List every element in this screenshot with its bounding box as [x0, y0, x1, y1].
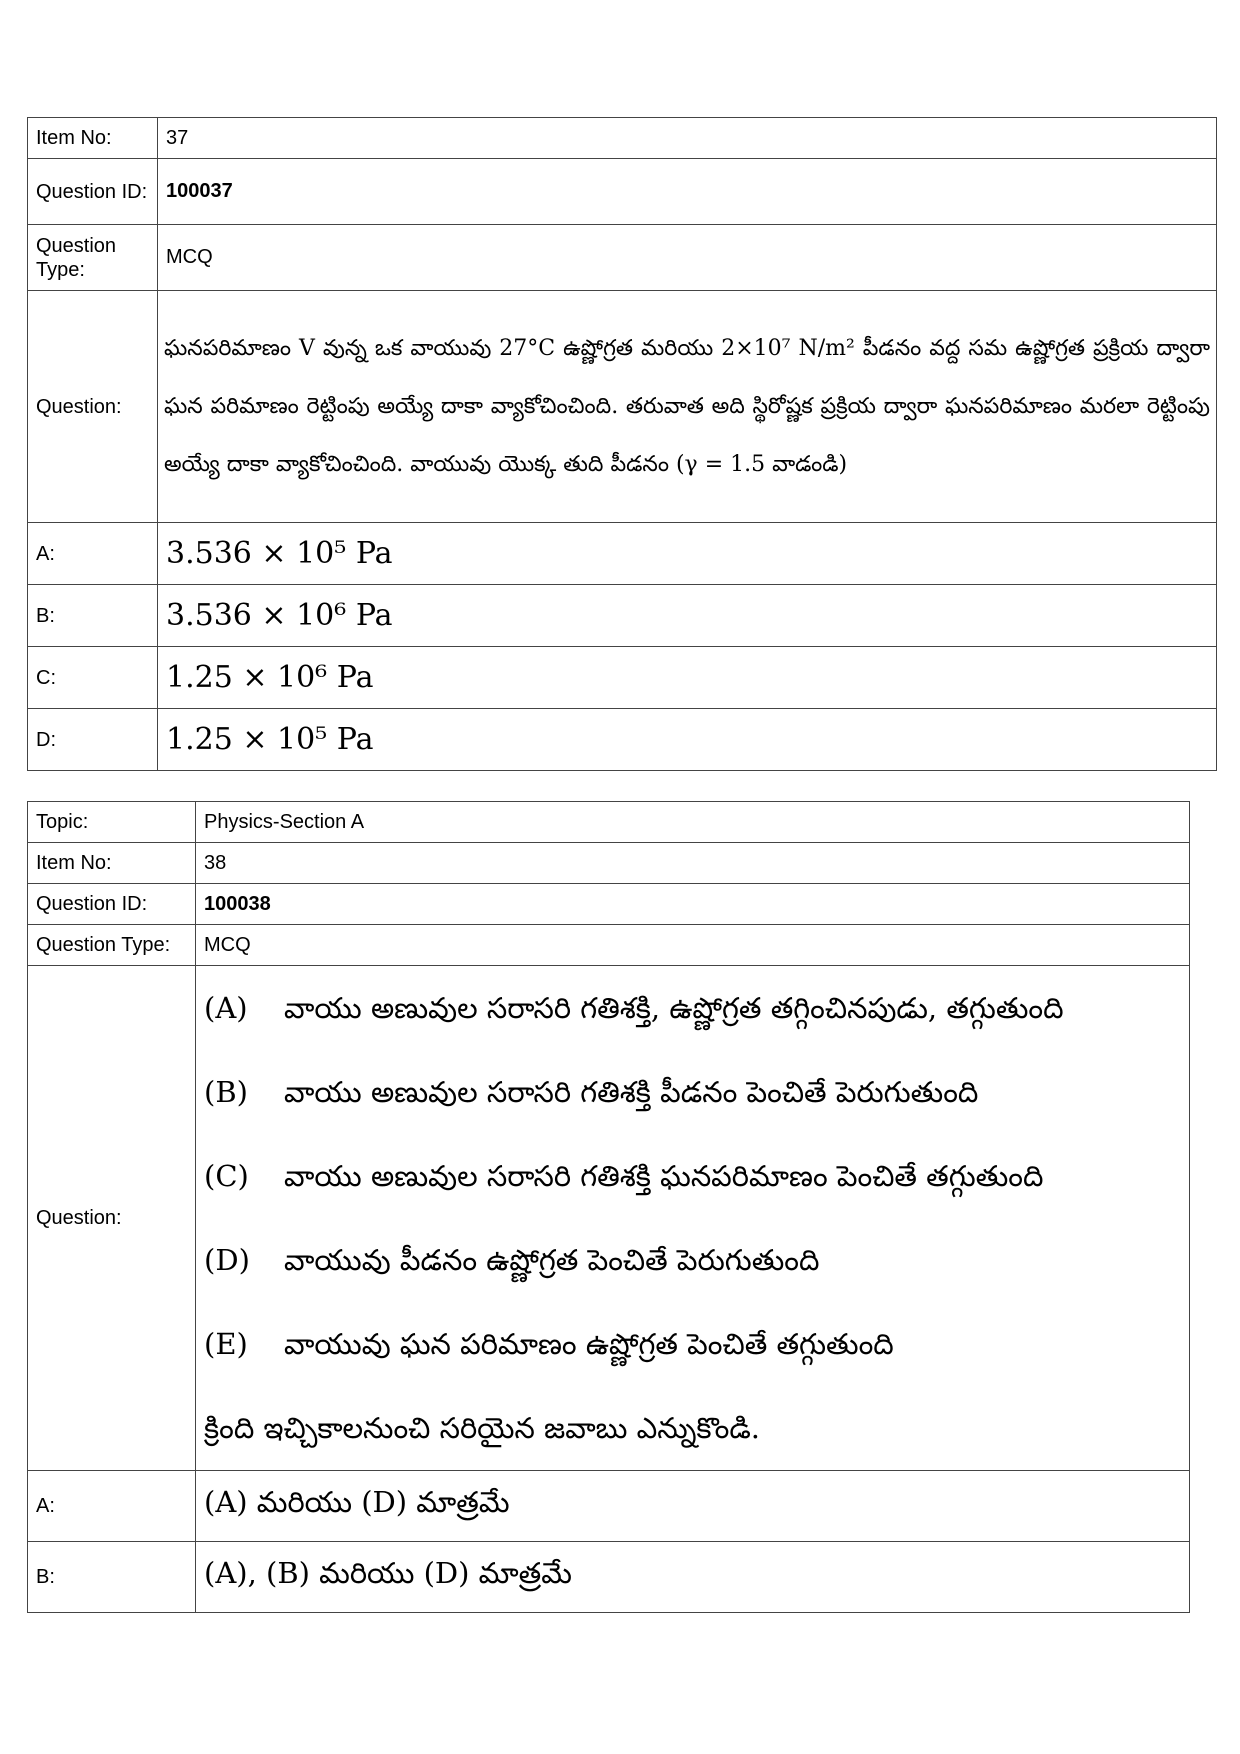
statement-text: వాయు అణువుల సరాసరి గతిశక్తి, ఉష్ణోగ్రత తగ్గించినపుడు, తగ్గుతుంది	[284, 991, 1064, 1025]
topic-row	[28, 802, 1190, 843]
statement-c	[204, 1134, 1181, 1218]
statement-tag: (B)	[204, 1075, 248, 1109]
instruction-text: క్రింది ఇచ్చికాలనుంచి సరియైన జవాబు ఎన్నుకొండి.	[204, 1411, 761, 1445]
question-id-label: Question ID:	[28, 159, 158, 225]
question-type-value: MCQ	[158, 225, 1217, 291]
statement-a	[204, 966, 1181, 1050]
option-label: A:	[28, 523, 158, 585]
option-label: D:	[28, 709, 158, 771]
topic-label: Topic:	[28, 802, 196, 843]
statement-b	[204, 1050, 1181, 1134]
option-text[interactable]: 3.536 × 10⁵ Pa	[158, 523, 1217, 585]
statement-tag: (D)	[204, 1243, 250, 1277]
question-id-value: 100037	[158, 159, 1217, 225]
item-no-row	[28, 118, 1217, 159]
option-text[interactable]: 3.536 × 10⁶ Pa	[158, 585, 1217, 647]
topic-value: Physics-Section A	[196, 802, 1190, 843]
question-type-row	[28, 225, 1217, 291]
question-type-row	[28, 925, 1190, 966]
option-label: B:	[28, 585, 158, 647]
question-type-label: Question Type:	[28, 225, 158, 291]
option-label: B:	[28, 1542, 196, 1613]
option-row-d	[28, 709, 1217, 771]
question-37-table	[27, 117, 1217, 771]
statement-text: వాయువు ఘన పరిమాణం ఉష్ణోగ్రత పెంచితే తగ్గుతుంది	[284, 1327, 894, 1361]
question-statements	[196, 966, 1190, 1471]
question-id-row	[28, 884, 1190, 925]
option-row-a	[28, 523, 1217, 585]
statement-text: వాయు అణువుల సరాసరి గతిశక్తి ఘనపరిమాణం పెంచితే తగ్గుతుంది	[284, 1159, 1044, 1193]
option-text[interactable]: (A), (B) మరియు (D) మాత్రమే	[196, 1542, 1190, 1613]
option-label: C:	[28, 647, 158, 709]
option-text[interactable]: (A) మరియు (D) మాత్రమే	[196, 1471, 1190, 1542]
question-type-value: MCQ	[196, 925, 1190, 966]
item-no-value: 38	[196, 843, 1190, 884]
option-label: A:	[28, 1471, 196, 1542]
item-no-label: Item No:	[28, 843, 196, 884]
question-row	[28, 291, 1217, 523]
statement-tag: (E)	[204, 1327, 248, 1361]
option-row-b	[28, 1542, 1190, 1613]
question-38-table	[27, 801, 1190, 1613]
item-no-row	[28, 843, 1190, 884]
question-text: ఘనపరిమాణం V వున్న ఒక వాయువు 27°C ఉష్ణోగ్రత మరియు 2×10⁷ N/m² పీడనం వద్ద సమ ఉష్ణోగ్రత ప్రక్రియ ద్వారా ఘన పరిమాణం రెట్టింపు అయ్యే దాకా వ్యాకోచించింది. తరువాత అది స్థిరోష్ణక ప్రక్రియ ద్వారా ఘనపరిమాణం మరలా రెట్టింపు అయ్యే దాకా వ్యాకోచించింది. వాయువు యొక్క తుది పీడనం (γ = 1.5 వాడండి)	[158, 291, 1217, 523]
statement-tag: (C)	[204, 1159, 249, 1193]
statement-d	[204, 1218, 1181, 1302]
item-no-value: 37	[158, 118, 1217, 159]
option-row-b	[28, 585, 1217, 647]
item-no-label: Item No:	[28, 118, 158, 159]
question-type-label: Question Type:	[28, 925, 196, 966]
question-label: Question:	[28, 291, 158, 523]
statement-text: వాయు అణువుల సరాసరి గతిశక్తి పీడనం పెంచితే పెరుగుతుంది	[284, 1075, 979, 1109]
statement-e	[204, 1302, 1181, 1386]
question-id-label: Question ID:	[28, 884, 196, 925]
question-label: Question:	[28, 966, 196, 1471]
question-id-row	[28, 159, 1217, 225]
statement-text: వాయువు పీడనం ఉష్ణోగ్రత పెంచితే పెరుగుతుంది	[284, 1243, 820, 1277]
question-row	[28, 966, 1190, 1471]
question-id-value: 100038	[196, 884, 1190, 925]
option-text[interactable]: 1.25 × 10⁶ Pa	[158, 647, 1217, 709]
option-row-a	[28, 1471, 1190, 1542]
statement-tag: (A)	[204, 991, 248, 1025]
option-row-c	[28, 647, 1217, 709]
option-text[interactable]: 1.25 × 10⁵ Pa	[158, 709, 1217, 771]
